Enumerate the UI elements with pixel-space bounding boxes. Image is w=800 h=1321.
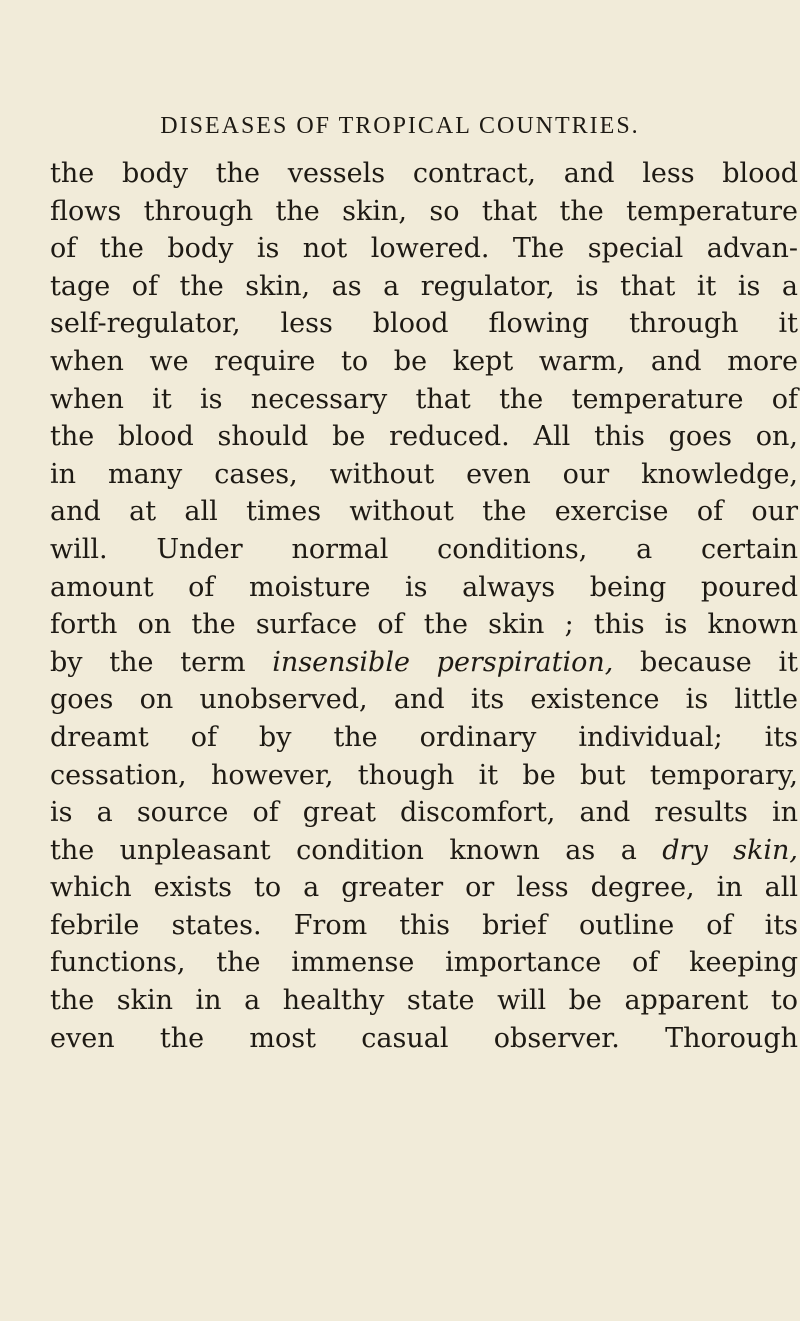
text-line: which exists to a greater or less degree, in all bbox=[50, 872, 798, 904]
text-line: even the most casual observer. Thorough bbox=[50, 1022, 798, 1054]
text-line: self-regulator, less blood flowing through it bbox=[50, 308, 798, 340]
text-line: tage of the skin, as a regulator, is that it is a bbox=[50, 270, 798, 302]
running-head: DISEASES OF TROPICAL COUNTRIES. bbox=[160, 113, 640, 139]
text-line: the blood should be reduced. All this goes on, bbox=[50, 421, 798, 453]
text-line: of the body is not lowered. The special advan- bbox=[50, 233, 798, 265]
text-line: dreamt of by the ordinary individual; its bbox=[50, 721, 798, 753]
text-line: will. Under normal conditions, a certain bbox=[50, 533, 798, 565]
text-line: is a source of great discomfort, and results in bbox=[50, 797, 798, 829]
text-line: and at all times without the exercise of our bbox=[50, 496, 798, 528]
text-line: cessation, however, though it be but temporary, bbox=[50, 759, 798, 791]
text-line: when it is necessary that the temperature of bbox=[50, 383, 798, 415]
text-run: the unpleasant condition known as a bbox=[50, 834, 663, 866]
text-line: goes on unobserved, and its existence is little bbox=[50, 684, 798, 716]
text-line bbox=[50, 832, 798, 870]
body-text bbox=[50, 155, 798, 1057]
text-line: flows through the skin, so that the temperature bbox=[50, 195, 798, 227]
text-line: functions, the immense importance of keeping bbox=[50, 947, 798, 979]
text-run: by the term bbox=[50, 646, 273, 678]
text-run: because it bbox=[613, 646, 798, 678]
text-line: when we require to be kept warm, and more bbox=[50, 345, 798, 377]
text-line: the skin in a healthy state will be apparent to bbox=[50, 985, 798, 1017]
text-line: the body the vessels contract, and less blood bbox=[50, 158, 798, 189]
text-line bbox=[50, 644, 798, 682]
italic-term: insensible perspiration, bbox=[272, 646, 614, 678]
text-line: forth on the surface of the skin ; this is known bbox=[50, 609, 798, 641]
text-line: febrile states. From this brief outline of its bbox=[50, 909, 798, 941]
text-line: in many cases, without even our knowledge, bbox=[50, 458, 798, 490]
text-line: amount of moisture is always being poured bbox=[50, 571, 798, 603]
italic-term: dry skin, bbox=[662, 834, 798, 866]
